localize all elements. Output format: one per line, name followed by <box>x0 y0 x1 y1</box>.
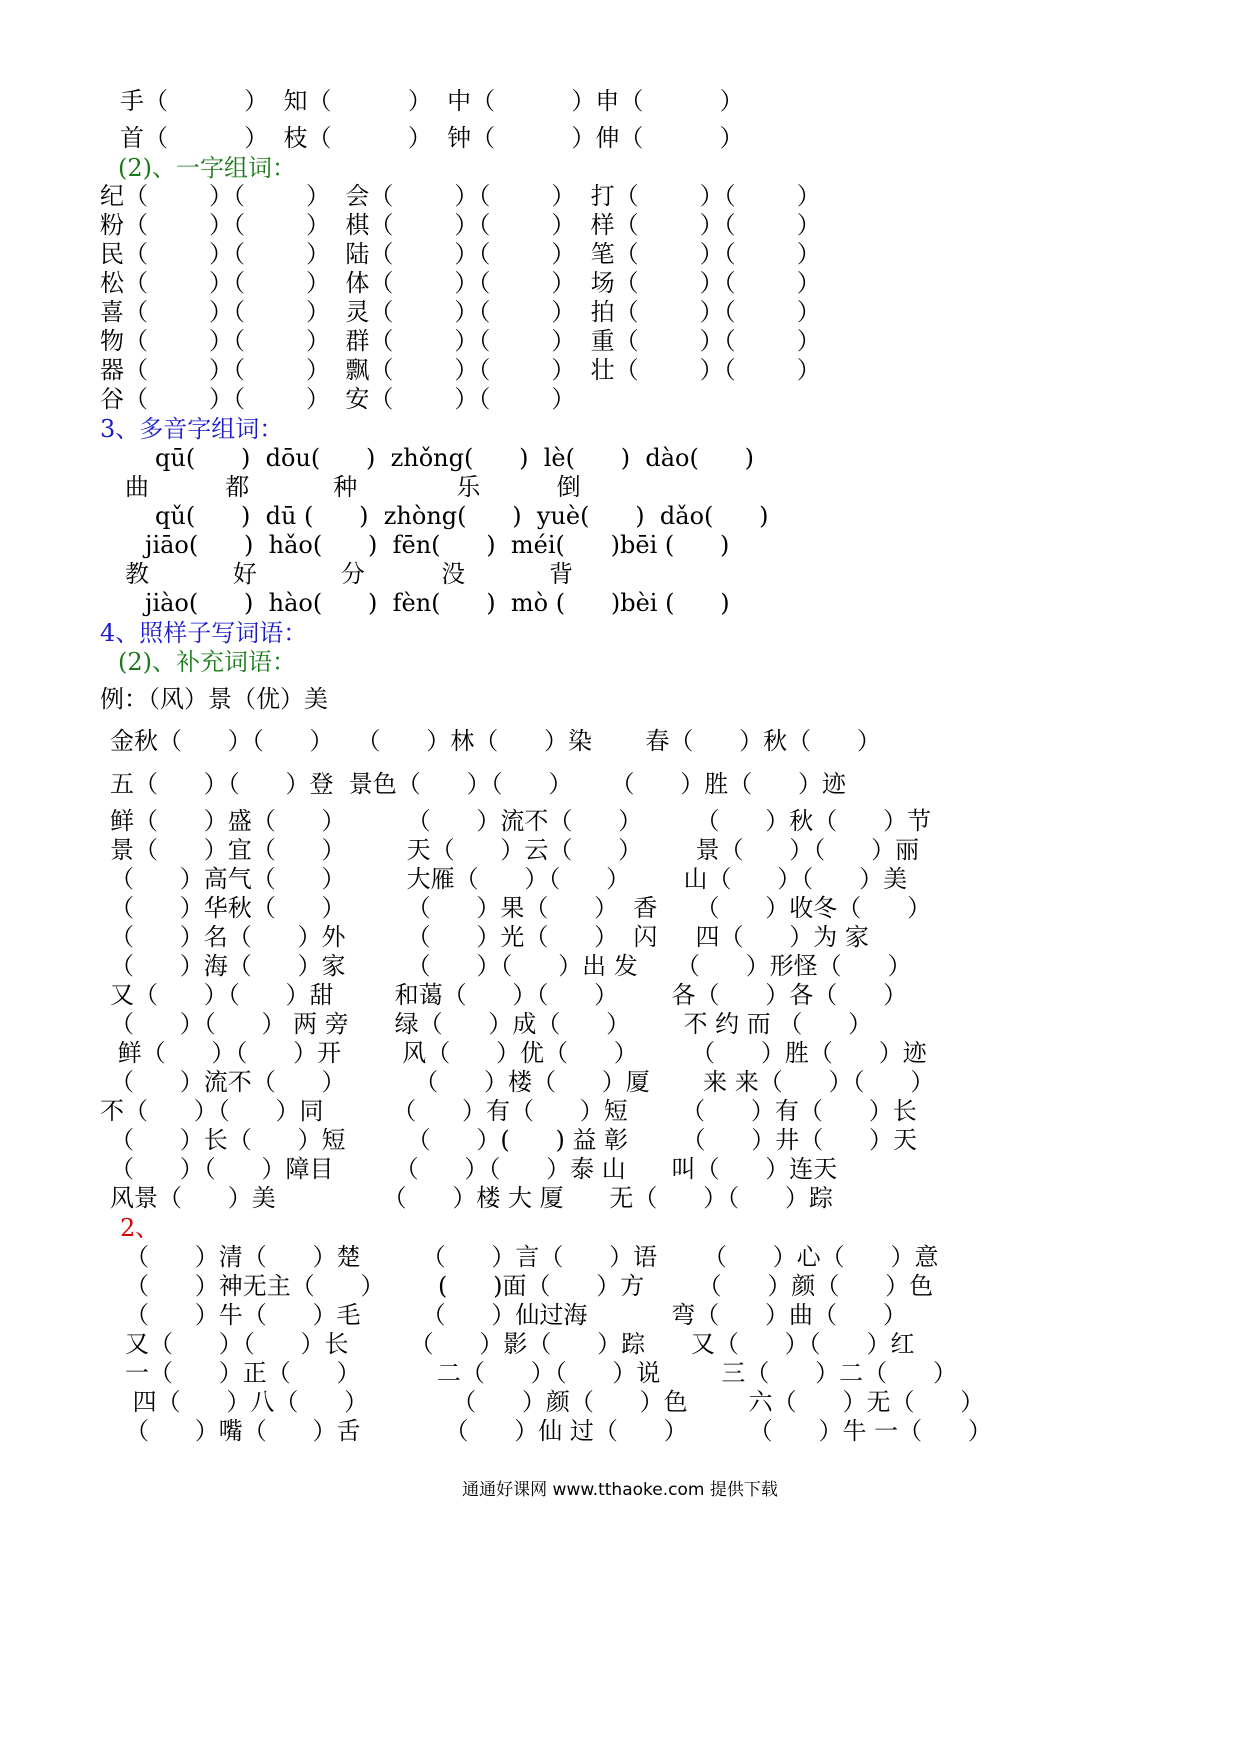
text-line: 鲜（ ）（ ）开 风（ ）优（ ） （ ）胜（ ）迹 <box>110 1039 927 1067</box>
text-line: （ ）海（ ）家 （ ）（ ）出 发 （ ）形怪（ ） <box>110 952 912 980</box>
text-line: （ ）流不（ ） （ ）楼（ ）厦 来 来（ ）（ ） <box>110 1068 935 1096</box>
text-line: 首（ ） 枝（ ） 钟（ ）伸（ ） <box>120 124 744 152</box>
text-line: （ ）清（ ）楚 （ ）言（ ）语 （ ）心（ ）意 <box>125 1243 939 1271</box>
section-subheading: (2)、补充词语： <box>118 648 296 676</box>
section-heading: 3、多音字组词： <box>100 415 284 443</box>
text-line: 五（ ）（ ）登 景色（ ）（ ） （ ）胜（ ）迹 <box>110 770 847 798</box>
text-line: 风景（ ）美 （ ）楼 大 厦 无（ ）（ ）踪 <box>110 1184 833 1212</box>
text-line: （ ）神无主（ ） ( )面（ ）方 （ ）颜（ ）色 <box>125 1272 934 1300</box>
text-line: 器（ ）（ ） 飘（ ）（ ） 壮（ ）（ ） <box>100 356 821 384</box>
text-line: 物（ ）（ ） 群（ ）（ ） 重（ ）（ ） <box>100 327 821 355</box>
text-line: 喜（ ）（ ） 灵（ ）（ ） 拍（ ）（ ） <box>100 298 821 326</box>
text-line: 粉（ ）（ ） 棋（ ）（ ） 样（ ）（ ） <box>100 211 821 239</box>
text-line: 教 好 分 没 背 <box>125 560 574 588</box>
text-line: （ ）名（ ）外 （ ）光（ ） 闪 四（ ）为 家 <box>110 923 869 951</box>
text-line: jiào( ) hào( ) fèn( ) mò ( )bèi ( ) <box>145 589 730 617</box>
text-line: （ ）长（ ）短 （ ）( ) 益 彰 （ ）井（ ）天 <box>110 1126 918 1154</box>
page-footer: 通通好课网 www.tthaoke.com 提供下载 <box>462 1480 778 1500</box>
text-line: 谷（ ）（ ） 安（ ）（ ） <box>100 385 576 413</box>
text-line: 不（ ）（ ）同 （ ）有（ ）短 （ ）有（ ）长 <box>100 1097 917 1125</box>
section-heading: 2、 <box>120 1214 160 1242</box>
text-line: qǔ( ) dū ( ) zhòng( ) yuè( ) dǎo( ) <box>155 502 769 530</box>
text-line: 又（ ）（ ）甜 和蔼（ ）（ ） 各（ ）各（ ） <box>110 981 908 1009</box>
text-line: 一（ ）正（ ） 二（ ）（ ）说 三（ ）二（ ） <box>125 1359 957 1387</box>
text-line: jiāo( ) hǎo( ) fēn( ) méi( )bēi ( ) <box>145 531 730 559</box>
text-line: 又（ ）（ ）长 （ ）影（ ）踪 又（ ）（ ）红 <box>125 1330 915 1358</box>
section-heading: 4、照样子写词语： <box>100 619 308 647</box>
text-line: （ ）（ ） 两 旁 绿（ ）成（ ） 不 约 而 （ ） <box>110 1010 873 1038</box>
text-line: 民（ ）（ ） 陆（ ）（ ） 笔（ ）（ ） <box>100 240 821 268</box>
text-line: （ ）华秋（ ） （ ）果（ ） 香 （ ）收冬（ ） <box>110 894 932 922</box>
text-line: （ ）（ ）障目 （ ）（ ）泰 山 叫（ ）连天 <box>110 1155 838 1183</box>
text-line: 纪（ ）（ ） 会（ ）（ ） 打（ ）（ ） <box>100 182 821 210</box>
text-line: （ ）高气（ ） 大雁（ ）（ ） 山（ ）（ ）美 <box>110 865 908 893</box>
text-line: （ ）牛（ ）毛 （ ）仙过海 弯（ ）曲（ ） <box>125 1301 907 1329</box>
text-line: 金秋（ ）（ ） （ ）林（ ）染 春（ ）秋（ ） <box>110 727 881 755</box>
text-line: （ ）嘴（ ）舌 （ ）仙 过（ ） （ ）牛 一（ ） <box>125 1417 992 1445</box>
text-line: 手（ ） 知（ ） 中（ ）申（ ） <box>120 87 744 115</box>
example-line: 例：（风）景（优）美 <box>100 685 328 713</box>
text-line: qū( ) dōu( ) zhǒng( ) lè( ) dào( ) <box>155 444 754 472</box>
section-heading: (2)、一字组词： <box>118 154 296 182</box>
text-line: 鲜（ ）盛（ ） （ ）流不（ ） （ ）秋（ ）节 <box>110 807 932 835</box>
text-line: 曲 都 种 乐 倒 <box>125 473 581 501</box>
text-line: 松（ ）（ ） 体（ ）（ ） 场（ ）（ ） <box>100 269 821 297</box>
text-line: 四（ ）八（ ） （ ）颜（ ）色 六（ ）无（ ） <box>125 1388 985 1416</box>
text-line: 景（ ）宜（ ） 天（ ）云（ ） 景（ ）（ ）丽 <box>110 836 920 864</box>
